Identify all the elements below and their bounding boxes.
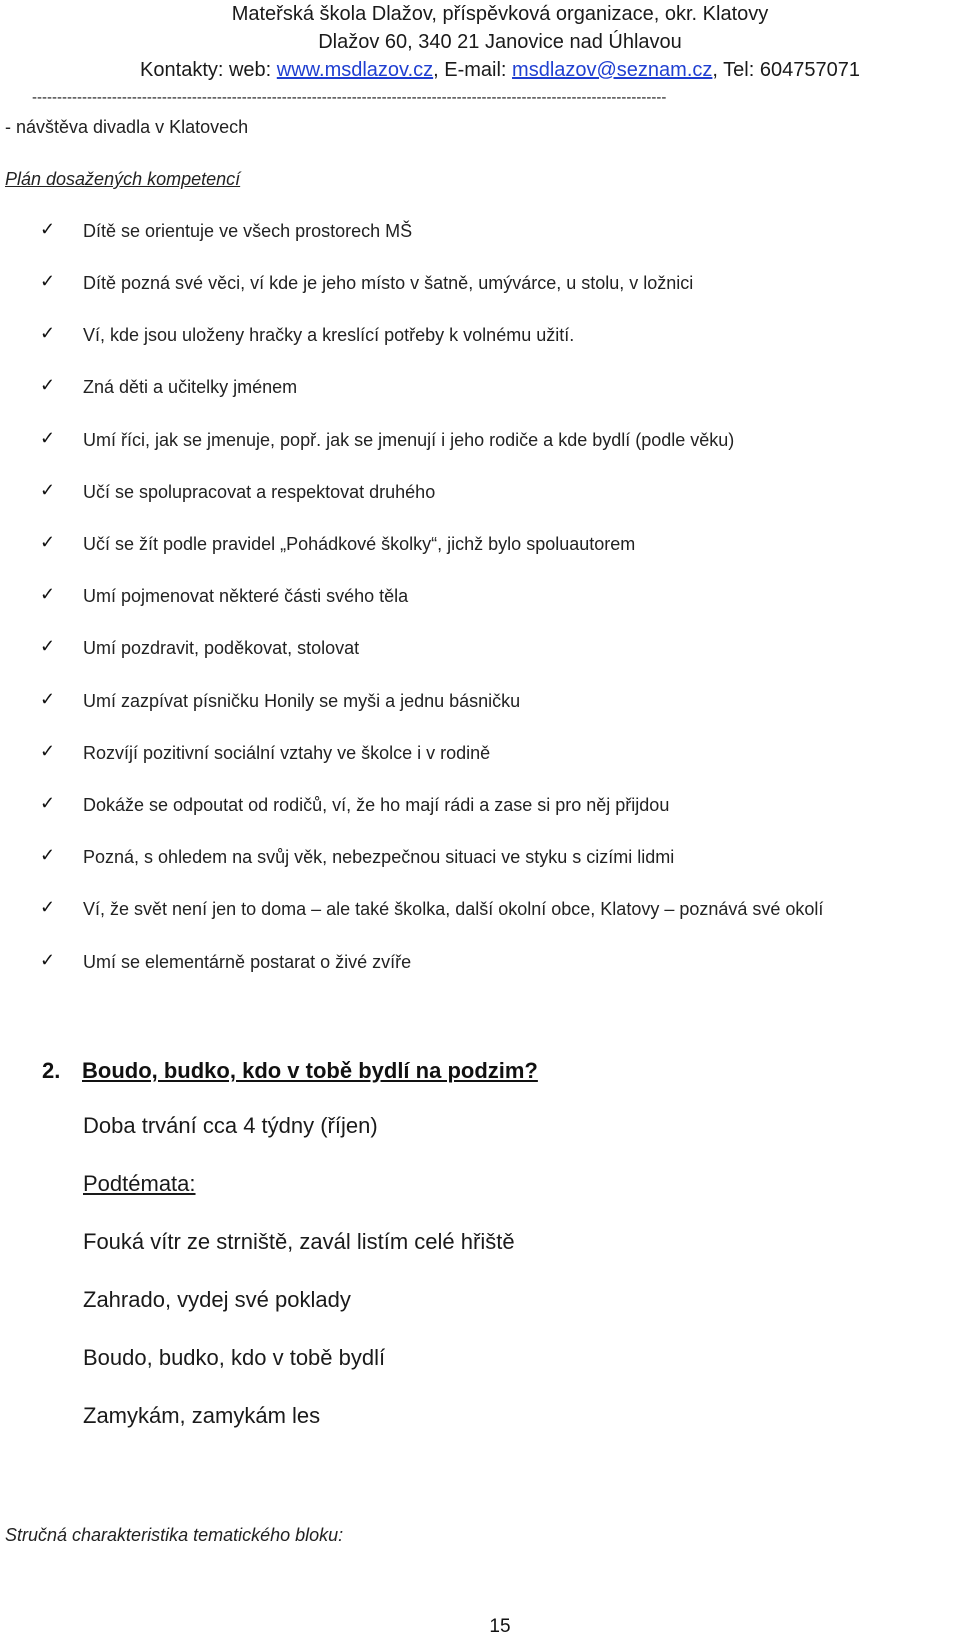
checkmark-icon: ✓ [40,741,56,761]
section-number: 2. [42,1058,61,1083]
list-item-text: Pozná, s ohledem na svůj věk, nebezpečnou situaci ve styku s cizími lidmi [83,847,675,867]
phone-text: , Tel: 604757071 [712,59,860,81]
list-item-text: Umí pozdravit, poděkovat, stolovat [83,638,360,658]
competencies-title: Plán dosažených kompetencí [5,169,241,189]
subtopic-item: Zamykám, zamykám les [83,1403,321,1428]
checkmark-icon: ✓ [40,428,56,448]
contacts-prefix: Kontakty: web: [140,59,277,81]
page-number: 15 [489,1616,511,1637]
list-item-text: Zná děti a učitelky jménem [83,377,298,397]
subtopic-item: Boudo, budko, kdo v tobě bydlí [83,1345,386,1370]
email-link[interactable]: msdlazov@seznam.cz [512,59,713,81]
subtopic-item: Fouká vítr ze strniště, zavál listím celé hřiště [83,1229,515,1254]
email-prefix: , E-mail: [433,59,513,81]
list-item-text: Dítě se orientuje ve všech prostorech MŠ [83,221,413,241]
checkmark-icon: ✓ [40,271,56,291]
contacts-line [0,56,960,84]
checkmark-icon: ✓ [40,950,56,970]
header-separator: ------------------------------------------------------------------------------------------------------------------------------- [32,89,667,106]
subtopic-item: Zahrado, vydej své poklady [83,1287,351,1312]
school-address: Dlažov 60, 340 21 Janovice nad Úhlavou [318,31,682,53]
list-item-text: Umí pojmenovat některé části svého těla [83,586,409,606]
checkmark-icon: ✓ [40,323,56,343]
subtopics-label: Podtémata: [83,1171,196,1196]
checkmark-icon: ✓ [40,689,56,709]
duration-text: Doba trvání cca 4 týdny (říjen) [83,1113,378,1138]
list-item-text: Rozvíjí pozitivní sociální vztahy ve školce i v rodině [83,743,491,763]
checkmark-icon: ✓ [40,532,56,552]
intro-line: - návštěva divadla v Klatovech [5,117,249,137]
list-item-text: Dítě pozná své věci, ví kde je jeho místo v šatně, umývárce, u stolu, v ložnici [83,273,694,293]
list-item-text: Ví, že svět není jen to doma – ale také školka, další okolní obce, Klatovy – poznává své okolí [83,899,824,919]
section-heading [42,1058,538,1084]
checkmark-icon: ✓ [40,584,56,604]
checkmark-icon: ✓ [40,897,56,917]
list-item-text: Umí zazpívat písničku Honily se myši a jednu básničku [83,691,521,711]
checkmark-icon: ✓ [40,375,56,395]
characteristic-label: Stručná charakteristika tematického bloku: [5,1525,344,1545]
checkmark-icon: ✓ [40,219,56,239]
list-item-text: Umí říci, jak se jmenuje, popř. jak se jmenují i jeho rodiče a kde bydlí (podle věku) [83,430,735,450]
section-title: Boudo, budko, kdo v tobě bydlí na podzim? [82,1058,538,1083]
list-item-text: Učí se žít podle pravidel „Pohádkové školky“, jichž bylo spoluautorem [83,534,636,554]
school-name: Mateřská škola Dlažov, příspěvková organizace, okr. Klatovy [231,3,769,25]
list-item-text: Dokáže se odpoutat od rodičů, ví, že ho mají rádi a zase si pro něj přijdou [83,795,670,815]
list-item-text: Umí se elementárně postarat o živé zvíře [83,952,412,972]
list-item-text: Učí se spolupracovat a respektovat druhého [83,482,436,502]
web-link[interactable]: www.msdlazov.cz [276,59,434,81]
checkmark-icon: ✓ [40,636,56,656]
checkmark-icon: ✓ [40,793,56,813]
checkmark-icon: ✓ [40,480,56,500]
checkmark-icon: ✓ [40,845,56,865]
list-item-text: Ví, kde jsou uloženy hračky a kreslící potřeby k volnému užití. [83,325,575,345]
